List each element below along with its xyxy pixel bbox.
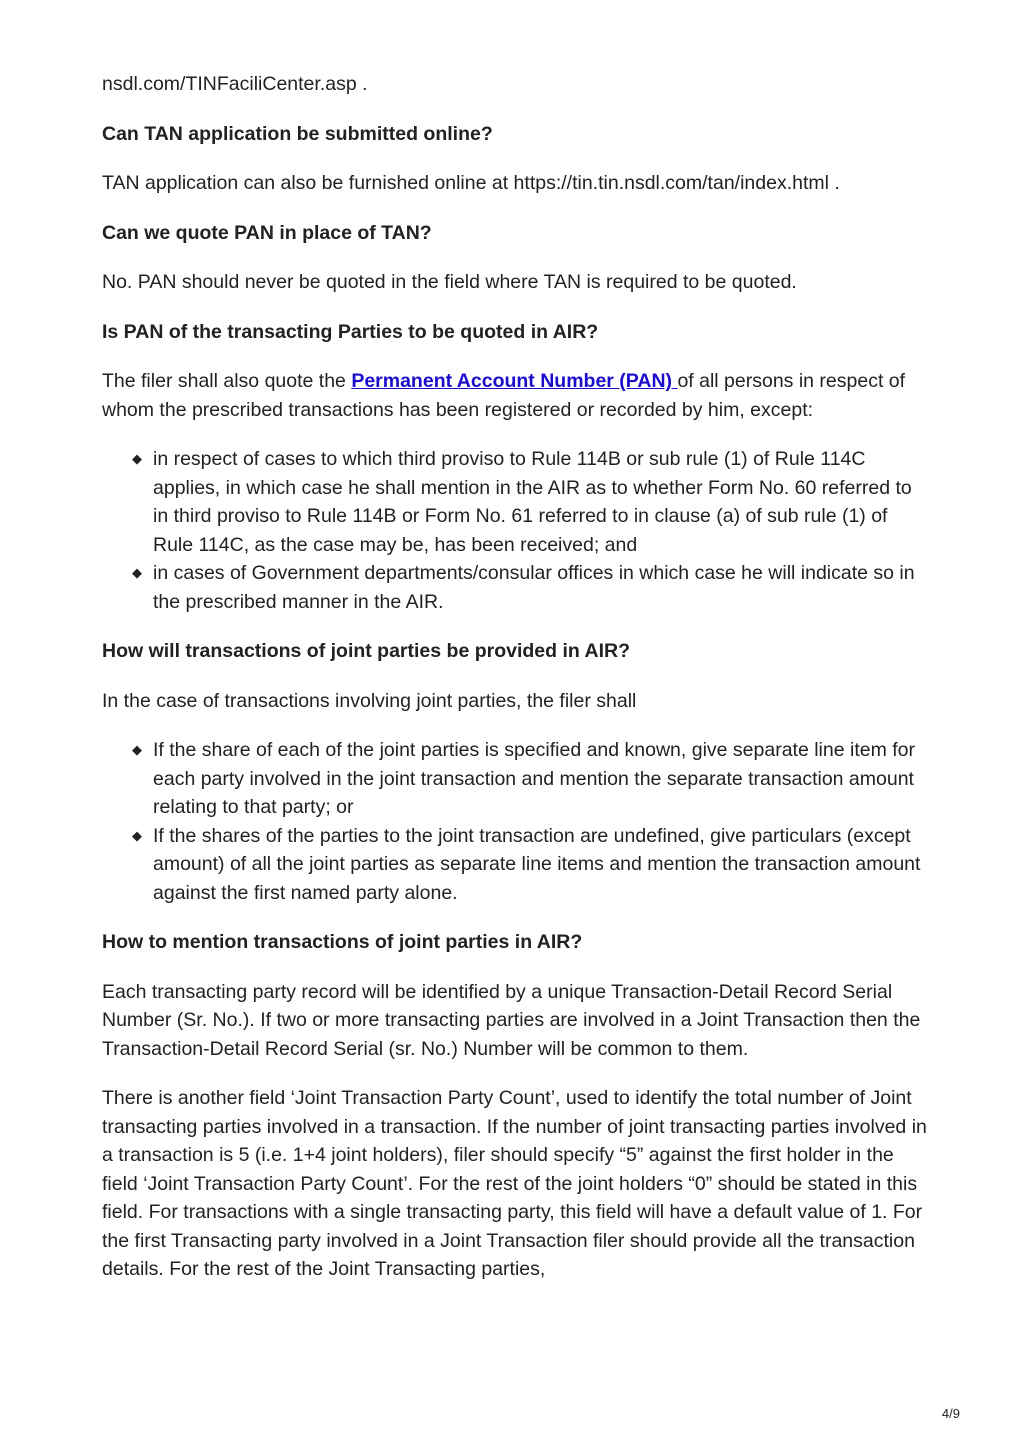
pan-link[interactable]: Permanent Account Number (PAN): [351, 370, 678, 392]
question-joint-parties-provided: How will transactions of joint parties be provided in AIR?: [102, 640, 630, 662]
mention-paragraph-2: There is another field ‘Joint Transaction Party Count’, used to identify the total number of Joint transacting parties involved in a transaction. If the number of joint transacting parties involved in a transaction is 5 (i.e. 1+4 joint holders), filer should specify “5” against the first holder in the field ‘Joint Transaction Party Count’. For the rest of the joint holders “0” should be stated in this field. For transactions with a single transacting party, this field will have a default value of 1. For the first Transacting party involved in a Joint Transaction filer should provide all the transaction details. For the rest of the Joint Transacting parties,: [102, 1087, 927, 1280]
question-mention-joint-transactions: How to mention transactions of joint parties in AIR?: [102, 931, 583, 953]
list-item: [132, 822, 927, 908]
answer-suffix: of all persons in respect of whom the prescribed transactions has been registered or recorded by him, except:: [102, 370, 906, 421]
answer-pan-transacting-parties: [102, 367, 927, 424]
bullet-icon: ◆: [132, 742, 142, 757]
list-item-text: in respect of cases to which third proviso to Rule 114B or sub rule (1) of Rule 114C applies, in which case he shall mention in the AIR as to whether Form No. 60 referred to in third proviso to Rule 114B or Form No. 61 referred to in clause (a) of sub rule (1) of Rule 114C, as the case may be, has been received; and: [153, 448, 912, 556]
page-number: 4/9: [941, 1406, 960, 1421]
bullet-icon: ◆: [132, 827, 142, 843]
mention-paragraph-1: Each transacting party record will be identified by a unique Transaction-Detail Record Serial Number (Sr. No.). If two or more transacting parties are involved in a Joint Transaction then the Transaction-Detail Record Serial (sr. No.) Number will be common to them.: [102, 980, 921, 1060]
joint-parties-list: [102, 736, 927, 907]
bullet-icon: ◆: [132, 565, 142, 580]
answer-prefix: The filer shall also quote the: [102, 370, 352, 392]
list-item-text: If the share of each of the joint parties is specified and known, give separate line item for each party involved in the joint transaction and mention the separate transaction amount relating to that party; or: [153, 739, 916, 818]
list-item-text: in cases of Government departments/consular offices in which case he will indicate so in the prescribed manner in the AIR.: [153, 562, 915, 613]
list-item: [132, 559, 927, 616]
list-item: [132, 445, 927, 559]
page-content: [102, 70, 927, 1305]
question-tan-online: Can TAN application be submitted online?: [102, 122, 493, 145]
bullet-icon: ◆: [132, 451, 142, 466]
answer-tan-online: TAN application can also be furnished online at https://tin.tin.nsdl.com/tan/index.html .: [102, 172, 840, 194]
question-pan-transacting-parties: Is PAN of the transacting Parties to be quoted in AIR?: [102, 320, 599, 343]
list-item: [132, 736, 927, 822]
pan-exceptions-list: [102, 445, 927, 616]
joint-parties-intro: In the case of transactions involving joint parties, the filer shall: [102, 689, 637, 712]
answer-pan-in-place-of-tan: No. PAN should never be quoted in the field where TAN is required to be quoted.: [102, 271, 797, 293]
top-fragment-text: nsdl.com/TINFaciliCenter.asp .: [102, 73, 368, 95]
list-item-text: If the shares of the parties to the joint transaction are undefined, give particulars (except amount) of all the joint parties as separate line items and mention the transaction amount against the first named party alone.: [153, 824, 921, 904]
question-pan-in-place-of-tan: Can we quote PAN in place of TAN?: [102, 221, 432, 244]
